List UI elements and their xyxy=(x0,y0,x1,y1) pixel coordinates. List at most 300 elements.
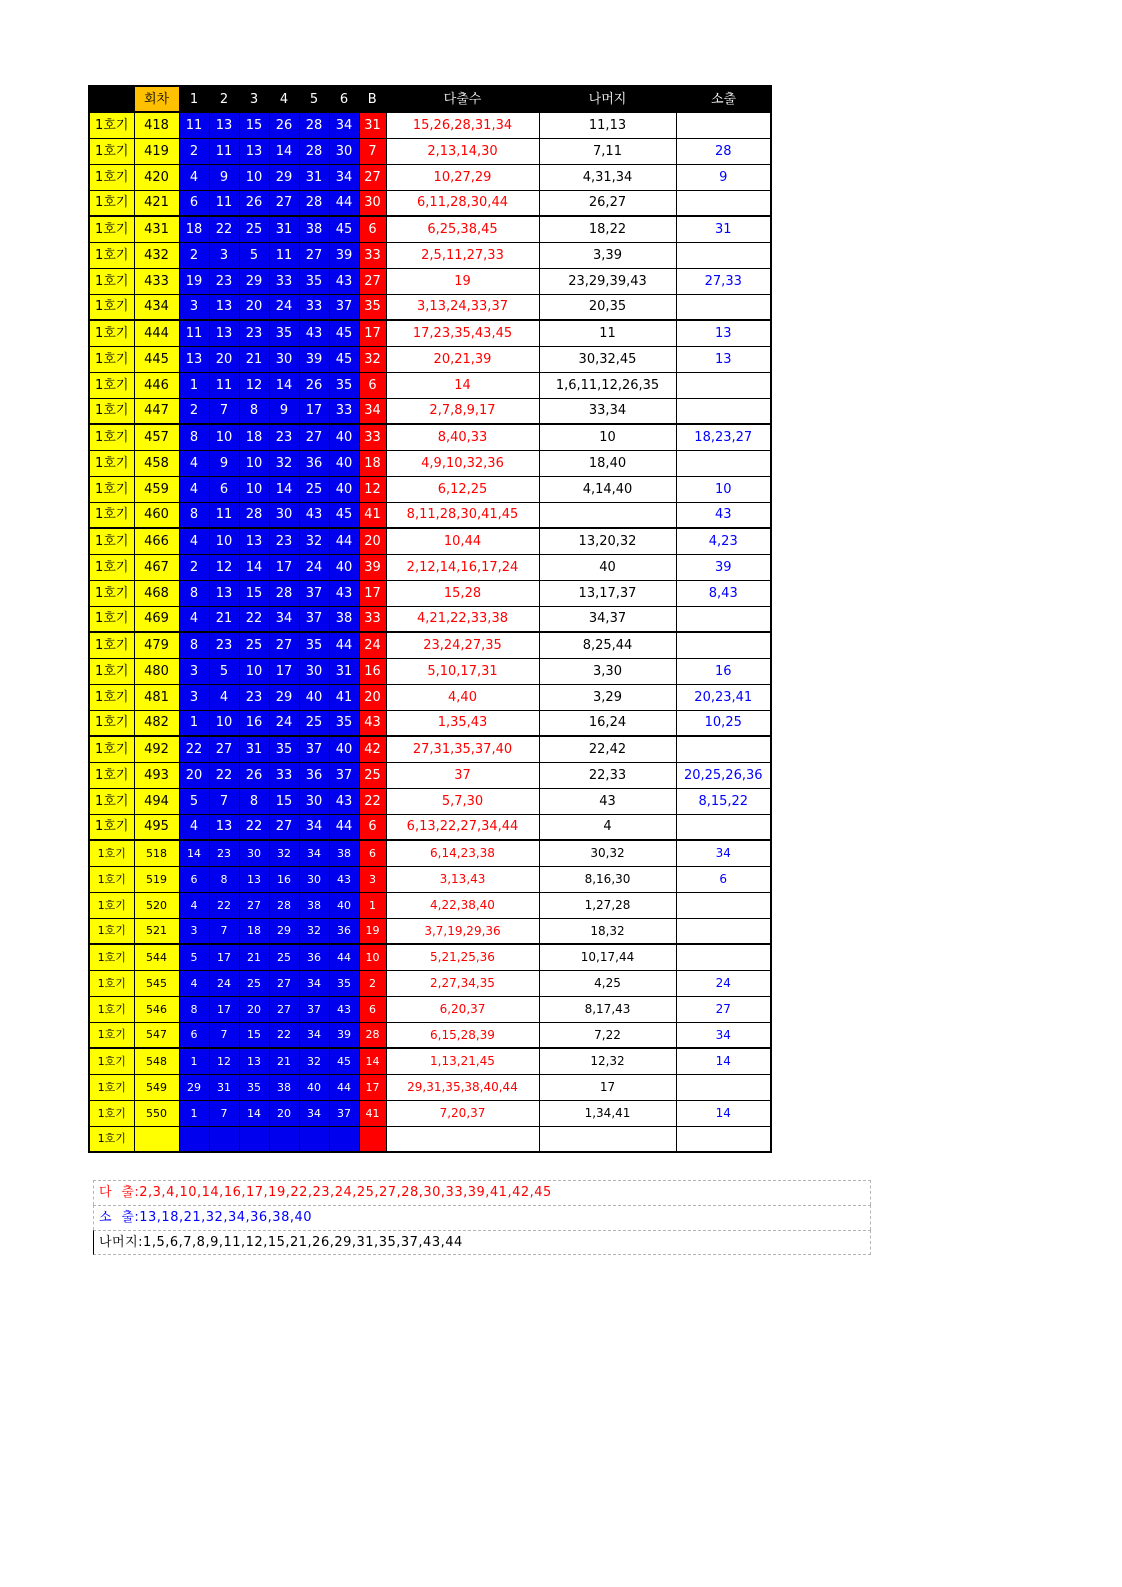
ball-cell-4[interactable]: 16 xyxy=(269,866,299,892)
ball-cell-2[interactable]: 13 xyxy=(209,580,239,606)
machine-cell[interactable]: 1호기 xyxy=(89,918,134,944)
ball-cell-2[interactable]: 13 xyxy=(209,294,239,320)
ball-cell-6[interactable]: 35 xyxy=(329,970,359,996)
legend-row-rare[interactable]: 소 출:13,18,21,32,34,36,38,40 xyxy=(93,1205,871,1230)
round-cell[interactable]: 458 xyxy=(134,450,179,476)
ball-cell-5[interactable]: 35 xyxy=(299,268,329,294)
rare-cell[interactable]: 8,15,22 xyxy=(676,788,771,814)
rare-header[interactable]: 소출 xyxy=(676,86,771,112)
ball-cell-5[interactable]: 24 xyxy=(299,554,329,580)
remainder-cell[interactable]: 11,13 xyxy=(539,112,676,138)
machine-cell[interactable]: 1호기 xyxy=(89,736,134,762)
round-cell[interactable]: 447 xyxy=(134,398,179,424)
ball-cell-1[interactable]: 13 xyxy=(179,346,209,372)
round-cell[interactable]: 420 xyxy=(134,164,179,190)
ball-cell-5[interactable]: 37 xyxy=(299,736,329,762)
ball-cell-4[interactable]: 24 xyxy=(269,294,299,320)
ball-cell-2[interactable]: 21 xyxy=(209,606,239,632)
ball-cell-6[interactable]: 45 xyxy=(329,346,359,372)
ball-cell-1[interactable]: 3 xyxy=(179,684,209,710)
ball-cell-2[interactable]: 20 xyxy=(209,346,239,372)
bonus-cell[interactable]: 17 xyxy=(359,580,386,606)
ball-header-2[interactable]: 2 xyxy=(209,86,239,112)
ball-cell-4[interactable]: 26 xyxy=(269,112,299,138)
round-cell[interactable]: 469 xyxy=(134,606,179,632)
ball-cell-3[interactable]: 14 xyxy=(239,1100,269,1126)
ball-cell-6[interactable] xyxy=(329,1126,359,1152)
ball-cell-3[interactable]: 25 xyxy=(239,632,269,658)
ball-cell-4[interactable]: 27 xyxy=(269,190,299,216)
ball-cell-3[interactable]: 15 xyxy=(239,1022,269,1048)
ball-cell-2[interactable]: 24 xyxy=(209,970,239,996)
rare-cell[interactable] xyxy=(676,736,771,762)
bonus-cell[interactable]: 33 xyxy=(359,242,386,268)
rare-cell[interactable] xyxy=(676,632,771,658)
remainder-cell[interactable]: 43 xyxy=(539,788,676,814)
rare-cell[interactable]: 43 xyxy=(676,502,771,528)
frequent-cell[interactable]: 3,7,19,29,36 xyxy=(386,918,539,944)
ball-cell-2[interactable]: 3 xyxy=(209,242,239,268)
ball-cell-4[interactable]: 20 xyxy=(269,1100,299,1126)
bonus-cell[interactable]: 24 xyxy=(359,632,386,658)
ball-cell-6[interactable]: 44 xyxy=(329,944,359,970)
rare-cell[interactable]: 13 xyxy=(676,320,771,346)
ball-cell-5[interactable]: 39 xyxy=(299,346,329,372)
ball-cell-1[interactable]: 11 xyxy=(179,112,209,138)
ball-cell-1[interactable]: 1 xyxy=(179,710,209,736)
rare-cell[interactable]: 14 xyxy=(676,1100,771,1126)
round-cell[interactable]: 520 xyxy=(134,892,179,918)
ball-cell-1[interactable]: 3 xyxy=(179,658,209,684)
round-cell[interactable]: 419 xyxy=(134,138,179,164)
ball-cell-3[interactable]: 31 xyxy=(239,736,269,762)
ball-cell-5[interactable]: 34 xyxy=(299,1100,329,1126)
ball-cell-2[interactable]: 12 xyxy=(209,554,239,580)
ball-cell-5[interactable]: 30 xyxy=(299,866,329,892)
bonus-cell[interactable]: 12 xyxy=(359,476,386,502)
ball-cell-5[interactable]: 36 xyxy=(299,944,329,970)
remainder-cell[interactable]: 30,32 xyxy=(539,840,676,866)
bonus-cell[interactable]: 19 xyxy=(359,918,386,944)
remainder-cell[interactable]: 34,37 xyxy=(539,606,676,632)
ball-cell-4[interactable]: 32 xyxy=(269,840,299,866)
ball-cell-3[interactable]: 21 xyxy=(239,944,269,970)
machine-cell[interactable]: 1호기 xyxy=(89,866,134,892)
ball-cell-5[interactable]: 32 xyxy=(299,918,329,944)
ball-cell-1[interactable]: 4 xyxy=(179,892,209,918)
machine-cell[interactable]: 1호기 xyxy=(89,268,134,294)
round-cell[interactable]: 433 xyxy=(134,268,179,294)
ball-cell-1[interactable]: 8 xyxy=(179,632,209,658)
ball-cell-1[interactable]: 6 xyxy=(179,1022,209,1048)
remainder-cell[interactable]: 10,17,44 xyxy=(539,944,676,970)
bonus-cell[interactable]: 41 xyxy=(359,502,386,528)
ball-cell-2[interactable]: 5 xyxy=(209,658,239,684)
ball-cell-5[interactable]: 28 xyxy=(299,138,329,164)
bonus-cell[interactable]: 6 xyxy=(359,372,386,398)
ball-cell-4[interactable]: 29 xyxy=(269,918,299,944)
round-cell[interactable]: 493 xyxy=(134,762,179,788)
ball-cell-5[interactable]: 36 xyxy=(299,762,329,788)
ball-cell-4[interactable]: 28 xyxy=(269,892,299,918)
ball-cell-6[interactable]: 45 xyxy=(329,502,359,528)
machine-cell[interactable]: 1호기 xyxy=(89,944,134,970)
ball-cell-2[interactable]: 22 xyxy=(209,762,239,788)
ball-cell-2[interactable]: 13 xyxy=(209,814,239,840)
ball-cell-4[interactable]: 27 xyxy=(269,632,299,658)
ball-cell-6[interactable]: 40 xyxy=(329,450,359,476)
ball-cell-2[interactable]: 17 xyxy=(209,944,239,970)
ball-cell-3[interactable]: 10 xyxy=(239,476,269,502)
rare-cell[interactable]: 28 xyxy=(676,138,771,164)
ball-cell-1[interactable]: 3 xyxy=(179,294,209,320)
ball-cell-2[interactable]: 22 xyxy=(209,892,239,918)
ball-cell-3[interactable]: 10 xyxy=(239,658,269,684)
machine-cell[interactable]: 1호기 xyxy=(89,164,134,190)
ball-cell-5[interactable]: 43 xyxy=(299,502,329,528)
ball-cell-3[interactable]: 20 xyxy=(239,996,269,1022)
ball-cell-5[interactable]: 38 xyxy=(299,892,329,918)
ball-cell-1[interactable]: 1 xyxy=(179,1100,209,1126)
remainder-cell[interactable]: 1,6,11,12,26,35 xyxy=(539,372,676,398)
rare-cell[interactable]: 10,25 xyxy=(676,710,771,736)
ball-cell-3[interactable]: 25 xyxy=(239,970,269,996)
ball-cell-3[interactable]: 18 xyxy=(239,918,269,944)
ball-cell-5[interactable]: 30 xyxy=(299,788,329,814)
ball-cell-2[interactable]: 12 xyxy=(209,1048,239,1074)
ball-cell-6[interactable]: 45 xyxy=(329,216,359,242)
ball-cell-2[interactable]: 31 xyxy=(209,1074,239,1100)
ball-cell-1[interactable]: 4 xyxy=(179,814,209,840)
round-cell[interactable]: 468 xyxy=(134,580,179,606)
ball-cell-2[interactable]: 6 xyxy=(209,476,239,502)
ball-cell-5[interactable]: 27 xyxy=(299,242,329,268)
machine-cell[interactable]: 1호기 xyxy=(89,424,134,450)
ball-cell-5[interactable]: 31 xyxy=(299,164,329,190)
rare-cell[interactable] xyxy=(676,918,771,944)
frequent-cell[interactable]: 6,14,23,38 xyxy=(386,840,539,866)
machine-cell[interactable]: 1호기 xyxy=(89,632,134,658)
remainder-cell[interactable]: 13,17,37 xyxy=(539,580,676,606)
ball-cell-6[interactable]: 43 xyxy=(329,788,359,814)
ball-cell-1[interactable]: 2 xyxy=(179,138,209,164)
bonus-cell[interactable]: 17 xyxy=(359,320,386,346)
bonus-cell[interactable]: 20 xyxy=(359,684,386,710)
round-cell[interactable]: 421 xyxy=(134,190,179,216)
frequent-cell[interactable]: 3,13,24,33,37 xyxy=(386,294,539,320)
round-cell[interactable]: 546 xyxy=(134,996,179,1022)
remainder-cell[interactable]: 17 xyxy=(539,1074,676,1100)
round-cell[interactable]: 445 xyxy=(134,346,179,372)
remainder-cell[interactable]: 16,24 xyxy=(539,710,676,736)
ball-cell-1[interactable]: 2 xyxy=(179,554,209,580)
ball-cell-3[interactable]: 14 xyxy=(239,554,269,580)
ball-cell-3[interactable]: 13 xyxy=(239,138,269,164)
ball-cell-6[interactable]: 43 xyxy=(329,866,359,892)
round-cell[interactable]: 550 xyxy=(134,1100,179,1126)
machine-cell[interactable]: 1호기 xyxy=(89,242,134,268)
ball-cell-1[interactable]: 4 xyxy=(179,476,209,502)
round-cell[interactable]: 521 xyxy=(134,918,179,944)
rare-cell[interactable]: 16 xyxy=(676,658,771,684)
ball-cell-4[interactable]: 33 xyxy=(269,268,299,294)
bonus-cell[interactable]: 17 xyxy=(359,1074,386,1100)
ball-cell-4[interactable]: 30 xyxy=(269,502,299,528)
ball-cell-3[interactable]: 15 xyxy=(239,112,269,138)
bonus-cell[interactable]: 43 xyxy=(359,710,386,736)
ball-cell-4[interactable]: 35 xyxy=(269,736,299,762)
bonus-cell[interactable]: 6 xyxy=(359,996,386,1022)
ball-cell-5[interactable]: 37 xyxy=(299,606,329,632)
frequent-cell[interactable]: 8,40,33 xyxy=(386,424,539,450)
round-cell[interactable]: 460 xyxy=(134,502,179,528)
ball-cell-5[interactable]: 34 xyxy=(299,970,329,996)
ball-cell-3[interactable]: 20 xyxy=(239,294,269,320)
ball-cell-1[interactable]: 6 xyxy=(179,190,209,216)
ball-cell-3[interactable]: 28 xyxy=(239,502,269,528)
ball-cell-4[interactable]: 22 xyxy=(269,1022,299,1048)
rare-cell[interactable] xyxy=(676,814,771,840)
ball-cell-4[interactable]: 31 xyxy=(269,216,299,242)
remainder-cell[interactable]: 3,30 xyxy=(539,658,676,684)
ball-cell-1[interactable]: 2 xyxy=(179,242,209,268)
ball-cell-1[interactable]: 8 xyxy=(179,580,209,606)
frequent-cell[interactable]: 14 xyxy=(386,372,539,398)
frequent-cell[interactable]: 20,21,39 xyxy=(386,346,539,372)
ball-cell-5[interactable]: 27 xyxy=(299,424,329,450)
remainder-cell[interactable] xyxy=(539,502,676,528)
remainder-cell[interactable]: 22,42 xyxy=(539,736,676,762)
machine-cell[interactable]: 1호기 xyxy=(89,320,134,346)
ball-cell-2[interactable]: 10 xyxy=(209,710,239,736)
frequent-cell[interactable]: 6,13,22,27,34,44 xyxy=(386,814,539,840)
ball-cell-6[interactable]: 40 xyxy=(329,476,359,502)
bonus-cell[interactable]: 22 xyxy=(359,788,386,814)
machine-cell[interactable]: 1호기 xyxy=(89,528,134,554)
ball-cell-5[interactable]: 32 xyxy=(299,528,329,554)
ball-cell-3[interactable]: 22 xyxy=(239,606,269,632)
ball-cell-3[interactable]: 30 xyxy=(239,840,269,866)
ball-cell-4[interactable]: 28 xyxy=(269,580,299,606)
ball-cell-4[interactable]: 9 xyxy=(269,398,299,424)
ball-cell-2[interactable]: 9 xyxy=(209,164,239,190)
remainder-cell[interactable]: 10 xyxy=(539,424,676,450)
rare-cell[interactable] xyxy=(676,606,771,632)
frequent-cell[interactable]: 23,24,27,35 xyxy=(386,632,539,658)
remainder-cell[interactable]: 22,33 xyxy=(539,762,676,788)
ball-cell-3[interactable]: 15 xyxy=(239,580,269,606)
machine-cell[interactable]: 1호기 xyxy=(89,996,134,1022)
rare-cell[interactable] xyxy=(676,112,771,138)
ball-cell-4[interactable]: 14 xyxy=(269,138,299,164)
ball-cell-6[interactable]: 41 xyxy=(329,684,359,710)
frequent-cell[interactable]: 2,5,11,27,33 xyxy=(386,242,539,268)
frequent-cell[interactable]: 3,13,43 xyxy=(386,866,539,892)
round-cell[interactable]: 480 xyxy=(134,658,179,684)
round-cell[interactable]: 519 xyxy=(134,866,179,892)
round-cell[interactable] xyxy=(134,1126,179,1152)
ball-cell-4[interactable]: 35 xyxy=(269,320,299,346)
round-cell[interactable]: 467 xyxy=(134,554,179,580)
remainder-cell[interactable]: 8,16,30 xyxy=(539,866,676,892)
ball-cell-1[interactable]: 18 xyxy=(179,216,209,242)
bonus-cell[interactable]: 7 xyxy=(359,138,386,164)
ball-cell-2[interactable]: 11 xyxy=(209,502,239,528)
machine-cell[interactable]: 1호기 xyxy=(89,138,134,164)
ball-cell-2[interactable]: 7 xyxy=(209,788,239,814)
ball-cell-2[interactable]: 8 xyxy=(209,866,239,892)
machine-cell[interactable]: 1호기 xyxy=(89,580,134,606)
ball-cell-1[interactable]: 20 xyxy=(179,762,209,788)
ball-cell-5[interactable]: 28 xyxy=(299,112,329,138)
ball-cell-2[interactable]: 7 xyxy=(209,918,239,944)
ball-cell-3[interactable]: 18 xyxy=(239,424,269,450)
ball-cell-5[interactable]: 28 xyxy=(299,190,329,216)
ball-cell-2[interactable]: 23 xyxy=(209,268,239,294)
ball-cell-3[interactable]: 13 xyxy=(239,528,269,554)
machine-cell[interactable]: 1호기 xyxy=(89,450,134,476)
ball-cell-4[interactable]: 17 xyxy=(269,658,299,684)
frequent-cell[interactable]: 10,27,29 xyxy=(386,164,539,190)
remainder-cell[interactable]: 13,20,32 xyxy=(539,528,676,554)
ball-cell-2[interactable]: 7 xyxy=(209,1022,239,1048)
remainder-cell[interactable]: 3,39 xyxy=(539,242,676,268)
remainder-cell[interactable]: 1,34,41 xyxy=(539,1100,676,1126)
ball-cell-3[interactable]: 16 xyxy=(239,710,269,736)
ball-cell-5[interactable]: 36 xyxy=(299,450,329,476)
ball-cell-4[interactable]: 25 xyxy=(269,944,299,970)
ball-cell-3[interactable]: 10 xyxy=(239,164,269,190)
rare-cell[interactable] xyxy=(676,294,771,320)
bonus-cell[interactable]: 41 xyxy=(359,1100,386,1126)
round-cell[interactable]: 545 xyxy=(134,970,179,996)
bonus-cell[interactable]: 28 xyxy=(359,1022,386,1048)
corner-header-cell[interactable] xyxy=(89,86,134,112)
bonus-cell[interactable]: 30 xyxy=(359,190,386,216)
frequent-cell[interactable]: 8,11,28,30,41,45 xyxy=(386,502,539,528)
machine-cell[interactable]: 1호기 xyxy=(89,476,134,502)
rare-cell[interactable]: 8,43 xyxy=(676,580,771,606)
bonus-cell[interactable]: 34 xyxy=(359,398,386,424)
frequent-header[interactable]: 다출수 xyxy=(386,86,539,112)
ball-cell-1[interactable]: 3 xyxy=(179,918,209,944)
ball-cell-5[interactable]: 37 xyxy=(299,580,329,606)
ball-cell-2[interactable]: 11 xyxy=(209,190,239,216)
bonus-cell[interactable]: 16 xyxy=(359,658,386,684)
machine-cell[interactable]: 1호기 xyxy=(89,216,134,242)
rare-cell[interactable]: 31 xyxy=(676,216,771,242)
frequent-cell[interactable]: 1,13,21,45 xyxy=(386,1048,539,1074)
ball-cell-1[interactable]: 8 xyxy=(179,502,209,528)
ball-header-6[interactable]: 6 xyxy=(329,86,359,112)
bonus-cell[interactable]: 1 xyxy=(359,892,386,918)
ball-cell-4[interactable]: 29 xyxy=(269,164,299,190)
ball-cell-3[interactable]: 23 xyxy=(239,684,269,710)
ball-cell-6[interactable]: 34 xyxy=(329,164,359,190)
rare-cell[interactable] xyxy=(676,190,771,216)
ball-cell-6[interactable]: 40 xyxy=(329,736,359,762)
frequent-cell[interactable]: 4,22,38,40 xyxy=(386,892,539,918)
ball-cell-1[interactable]: 14 xyxy=(179,840,209,866)
ball-cell-2[interactable]: 22 xyxy=(209,216,239,242)
ball-cell-6[interactable]: 35 xyxy=(329,710,359,736)
machine-cell[interactable]: 1호기 xyxy=(89,1074,134,1100)
ball-cell-1[interactable]: 5 xyxy=(179,788,209,814)
ball-cell-5[interactable]: 25 xyxy=(299,710,329,736)
frequent-cell[interactable]: 5,7,30 xyxy=(386,788,539,814)
ball-cell-3[interactable]: 22 xyxy=(239,814,269,840)
ball-cell-6[interactable]: 31 xyxy=(329,658,359,684)
ball-cell-3[interactable]: 8 xyxy=(239,788,269,814)
remainder-cell[interactable]: 7,22 xyxy=(539,1022,676,1048)
ball-cell-3[interactable]: 13 xyxy=(239,1048,269,1074)
round-cell[interactable]: 479 xyxy=(134,632,179,658)
frequent-cell[interactable]: 19 xyxy=(386,268,539,294)
machine-cell[interactable]: 1호기 xyxy=(89,814,134,840)
ball-cell-4[interactable]: 27 xyxy=(269,814,299,840)
bonus-cell[interactable]: 25 xyxy=(359,762,386,788)
rare-cell[interactable] xyxy=(676,450,771,476)
frequent-cell[interactable]: 29,31,35,38,40,44 xyxy=(386,1074,539,1100)
ball-cell-2[interactable]: 23 xyxy=(209,840,239,866)
machine-cell[interactable]: 1호기 xyxy=(89,502,134,528)
ball-cell-2[interactable]: 17 xyxy=(209,996,239,1022)
machine-cell[interactable]: 1호기 xyxy=(89,762,134,788)
ball-cell-1[interactable]: 1 xyxy=(179,1048,209,1074)
ball-cell-1[interactable] xyxy=(179,1126,209,1152)
machine-cell[interactable]: 1호기 xyxy=(89,658,134,684)
ball-cell-2[interactable]: 10 xyxy=(209,528,239,554)
ball-cell-5[interactable]: 34 xyxy=(299,840,329,866)
ball-cell-5[interactable]: 30 xyxy=(299,658,329,684)
rare-cell[interactable]: 39 xyxy=(676,554,771,580)
ball-cell-1[interactable]: 1 xyxy=(179,372,209,398)
bonus-cell[interactable]: 33 xyxy=(359,606,386,632)
ball-cell-6[interactable]: 38 xyxy=(329,606,359,632)
ball-cell-5[interactable] xyxy=(299,1126,329,1152)
ball-cell-6[interactable]: 40 xyxy=(329,554,359,580)
round-cell[interactable]: 418 xyxy=(134,112,179,138)
machine-cell[interactable]: 1호기 xyxy=(89,554,134,580)
legend-row-frequent[interactable]: 다 출:2,3,4,10,14,16,17,19,22,23,24,25,27,28,30,33,39,41,42,45 xyxy=(93,1180,871,1205)
round-cell[interactable]: 457 xyxy=(134,424,179,450)
machine-cell[interactable]: 1호기 xyxy=(89,710,134,736)
ball-cell-1[interactable]: 29 xyxy=(179,1074,209,1100)
ball-cell-5[interactable]: 33 xyxy=(299,294,329,320)
ball-cell-3[interactable]: 10 xyxy=(239,450,269,476)
ball-cell-1[interactable]: 5 xyxy=(179,944,209,970)
frequent-cell[interactable]: 7,20,37 xyxy=(386,1100,539,1126)
rare-cell[interactable]: 13 xyxy=(676,346,771,372)
bonus-cell[interactable]: 2 xyxy=(359,970,386,996)
round-cell[interactable]: 495 xyxy=(134,814,179,840)
remainder-cell[interactable]: 4 xyxy=(539,814,676,840)
ball-cell-2[interactable]: 10 xyxy=(209,424,239,450)
ball-cell-2[interactable]: 9 xyxy=(209,450,239,476)
rare-cell[interactable]: 14 xyxy=(676,1048,771,1074)
ball-cell-3[interactable]: 8 xyxy=(239,398,269,424)
ball-cell-3[interactable]: 23 xyxy=(239,320,269,346)
ball-cell-4[interactable]: 23 xyxy=(269,424,299,450)
ball-cell-4[interactable]: 27 xyxy=(269,996,299,1022)
ball-header-1[interactable]: 1 xyxy=(179,86,209,112)
ball-cell-5[interactable]: 38 xyxy=(299,216,329,242)
ball-cell-3[interactable] xyxy=(239,1126,269,1152)
ball-cell-3[interactable]: 13 xyxy=(239,866,269,892)
frequent-cell[interactable]: 5,21,25,36 xyxy=(386,944,539,970)
remainder-cell[interactable]: 23,29,39,43 xyxy=(539,268,676,294)
machine-cell[interactable]: 1호기 xyxy=(89,294,134,320)
